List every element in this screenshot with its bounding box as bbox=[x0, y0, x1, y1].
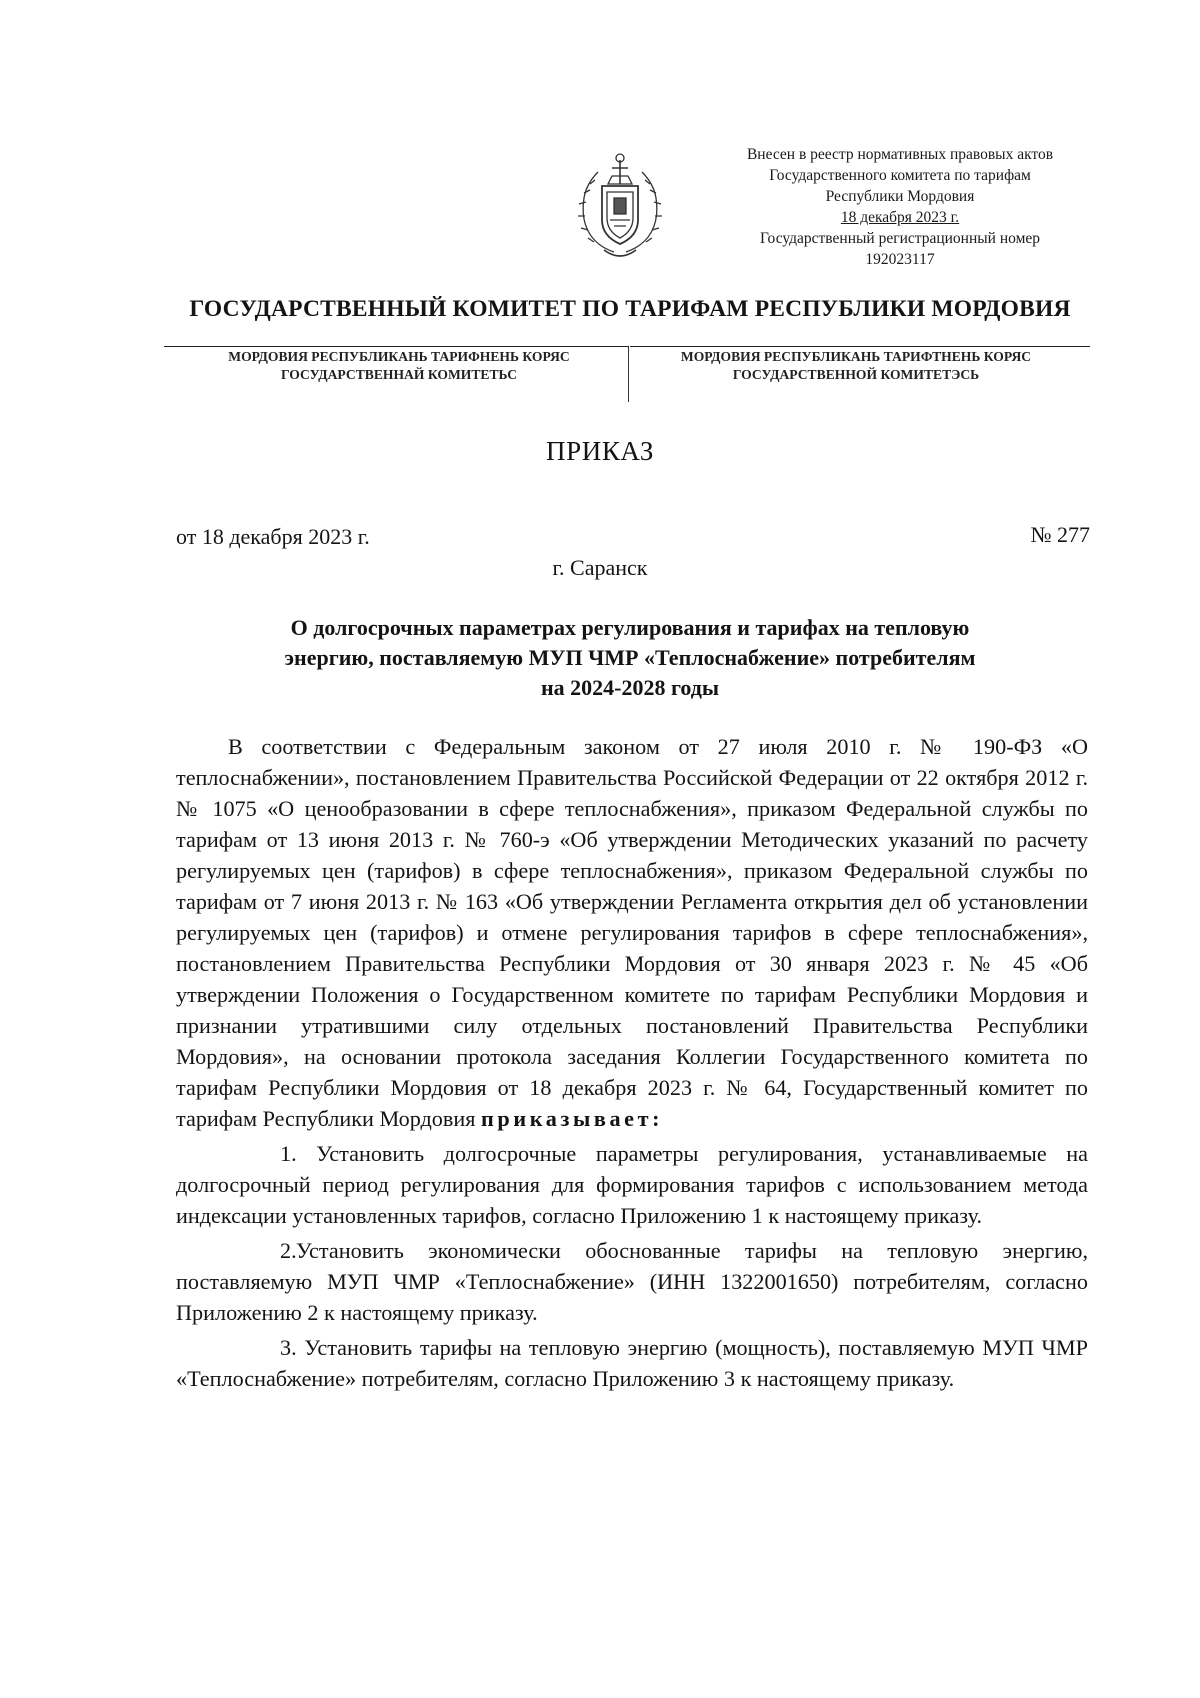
decree-word: приказывает: bbox=[481, 1106, 664, 1131]
registry-stamp bbox=[720, 144, 1080, 270]
committee-name-erzya bbox=[634, 348, 1078, 384]
clause-2 bbox=[176, 1235, 1088, 1328]
registry-line-5: Государственный регистрационный номер bbox=[759, 230, 1041, 247]
title-line-1: О долгосрочных параметрах регулирования и тарифах на тепловую bbox=[290, 615, 970, 640]
committee-moksha-line-2: ГОСУДАРСТВЕННАЙ КОМИТЕТЬС bbox=[280, 367, 518, 382]
clause-text: Установить экономически обоснованные тарифы на тепловую энергию, поставляемую МУП ЧМР «Теплоснабжение» (ИНН 1322001650) потребителям, согласно Приложению 2 к настоящему приказу. bbox=[176, 1238, 1088, 1325]
clause-number: 3. bbox=[280, 1335, 297, 1360]
preamble-paragraph bbox=[176, 731, 1088, 1134]
document-body bbox=[176, 731, 1088, 1394]
committee-name-moksha bbox=[176, 348, 622, 384]
committee-erzya-line-1: МОРДОВИЯ РЕСПУБЛИКАНЬ ТАРИФТНЕНЬ КОРЯС bbox=[680, 349, 1032, 364]
coat-of-arms-icon bbox=[574, 146, 666, 266]
clause-number: 2. bbox=[280, 1238, 297, 1263]
clause-number: 1. bbox=[280, 1141, 297, 1166]
clause-text: Установить долгосрочные параметры регулирования, устанавливаемые на долгосрочный период регулирования для формирования тарифов с использованием метода индексации установленных тарифов, согласно Приложению 1 к настоящему приказу. bbox=[176, 1141, 1088, 1228]
registry-line-1: Внесен в реестр нормативных правовых актов bbox=[746, 146, 1054, 163]
order-city: г. Саранск bbox=[552, 555, 648, 580]
order-date: от 18 декабря 2023 г. bbox=[176, 524, 370, 549]
document-type: ПРИКАЗ bbox=[546, 436, 654, 466]
registry-number: 192023117 bbox=[865, 251, 935, 268]
clause-text: Установить тарифы на тепловую энергию (мощность), поставляемую МУП ЧМР «Теплоснабжение» потребителям, согласно Приложению 3 к настоящему приказу. bbox=[176, 1335, 1088, 1391]
registry-date: 18 декабря 2023 г. bbox=[840, 209, 960, 226]
title-line-3: на 2024-2028 годы bbox=[540, 675, 720, 700]
registry-line-2: Государственного комитета по тарифам bbox=[769, 167, 1031, 184]
document-title bbox=[170, 613, 1090, 703]
clause-1 bbox=[176, 1138, 1088, 1231]
header-divider bbox=[628, 346, 629, 402]
committee-moksha-line-1: МОРДОВИЯ РЕСПУБЛИКАНЬ ТАРИФНЕНЬ КОРЯС bbox=[228, 349, 570, 364]
header-rule-right bbox=[630, 346, 1090, 347]
preamble-text: В соответствии с Федеральным законом от 27 июля 2010 г. № 190-ФЗ «О теплоснабжении», постановлением Правительства Российской Федерации от 22 октября 2012 г. № 1075 «О ценообразовании в сфере теплоснабжения», приказом Федеральной службы по тарифам от 13 июня 2013 г. № 760-э «Об утверждении Методических указаний по расчету регулируемых цен (тарифов) в сфере теплоснабжения», приказом Федеральной службы по тарифам от 7 июня 2013 г. № 163 «Об утверждении Регламента открытия дел об установлении регулируемых цен (тарифов) и отмене регулирования тарифов в сфере теплоснабжения», постановлением Правительства Республики Мордовия от 30 января 2023 г. № 45 «Об утверждении Положения о Государственном комитете по тарифам Республики Мордовия и признании утратившими силу отдельных постановлений Правительства Республики Мордовия», на основании протокола заседания Коллегии Государственного комитета по тарифам Республики Мордовия от 18 декабря 2023 г. № 64, Государственный комитет по тарифам Республики Мордовия bbox=[176, 734, 1088, 1131]
registry-line-3: Республики Мордовия bbox=[825, 188, 975, 205]
clause-3 bbox=[176, 1332, 1088, 1394]
header-rule-left bbox=[164, 346, 628, 347]
committee-erzya-line-2: ГОСУДАРСТВЕННОЙ КОМИТЕТЭСЬ bbox=[732, 367, 980, 382]
order-number: № 277 bbox=[1030, 522, 1090, 547]
committee-name: ГОСУДАРСТВЕННЫЙ КОМИТЕТ ПО ТАРИФАМ РЕСПУБЛИКИ МОРДОВИЯ bbox=[189, 296, 1071, 322]
title-line-2: энергию, поставляемую МУП ЧМР «Теплоснабжение» потребителям bbox=[284, 645, 976, 670]
